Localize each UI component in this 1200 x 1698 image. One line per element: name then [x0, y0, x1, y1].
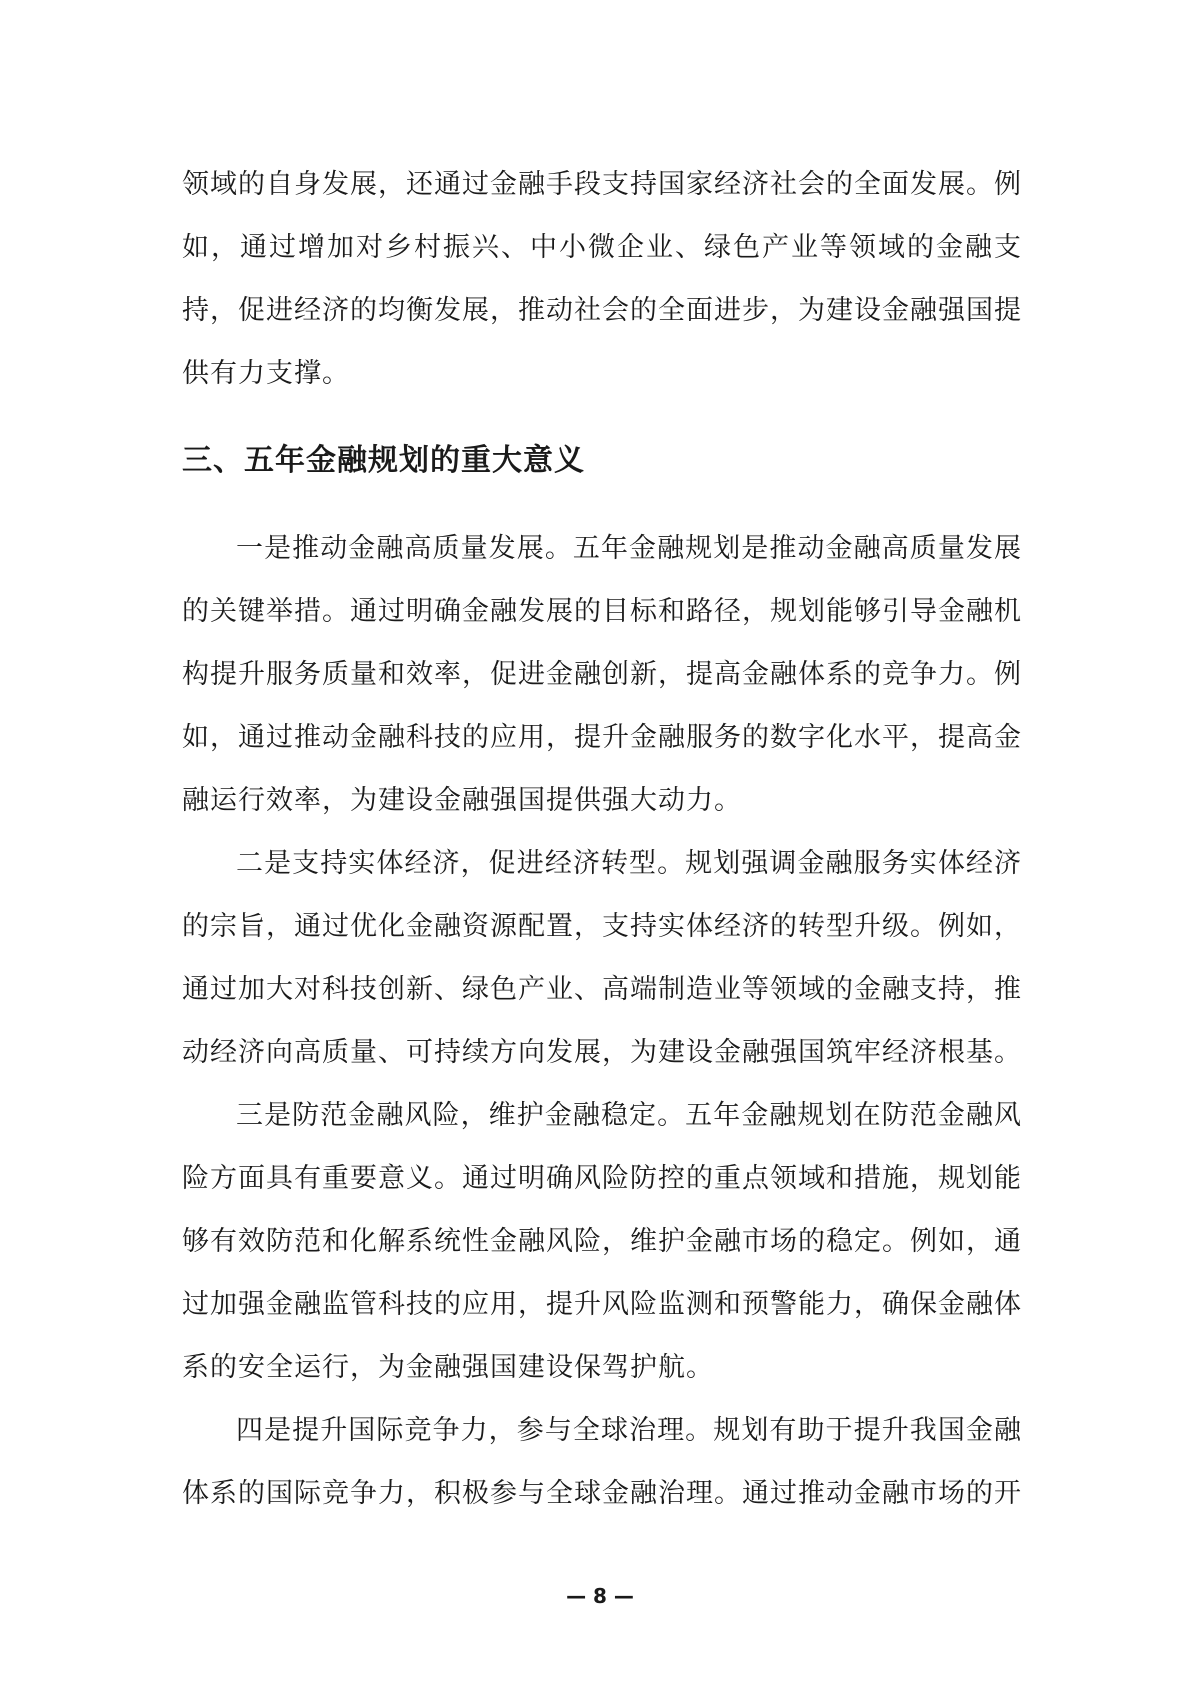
paragraph-point-four: 四是提升国际竞争力，参与全球治理。规划有助于提升我国金融体系的国际竞争力，积极参与全球金融治理。通过推动金融市场的开: [182, 1415, 1022, 1509]
document-body: [182, 153, 1022, 1525]
paragraph-point-one: 一是推动金融高质量发展。五年金融规划是推动金融高质量发展的关键举措。通过明确金融发展的目标和路径，规划能够引导金融机构提升服务质量和效率，促进金融创新，提高金融体系的竞争力。例如，通过推动金融科技的应用，提升金融服务的数字化水平，提高金融运行效率，为建设金融强国提供强大动力。: [182, 533, 1022, 816]
paragraph-continuation: 领域的自身发展，还通过金融手段支持国家经济社会的全面发展。例如，通过增加对乡村振兴、中小微企业、绿色产业等领域的金融支持，促进经济的均衡发展，推动社会的全面进步，为建设金融强国提供有力支撑。: [182, 169, 1022, 389]
paragraph-point-two: 二是支持实体经济，促进经济转型。规划强调金融服务实体经济的宗旨，通过优化金融资源配置，支持实体经济的转型升级。例如，通过加大对科技创新、绿色产业、高端制造业等领域的金融支持，推动经济向高质量、可持续方向发展，为建设金融强国筑牢经济根基。: [182, 848, 1022, 1068]
section-heading: 三、五年金融规划的重大意义: [182, 443, 585, 478]
paragraph-point-three: 三是防范金融风险，维护金融稳定。五年金融规划在防范金融风险方面具有重要意义。通过明确风险防控的重点领域和措施，规划能够有效防范和化解系统性金融风险，维护金融市场的稳定。例如，通过加强金融监管科技的应用，提升风险监测和预警能力，确保金融体系的安全运行，为金融强国建设保驾护航。: [182, 1100, 1022, 1383]
page-number: — 8 —: [566, 1584, 634, 1608]
